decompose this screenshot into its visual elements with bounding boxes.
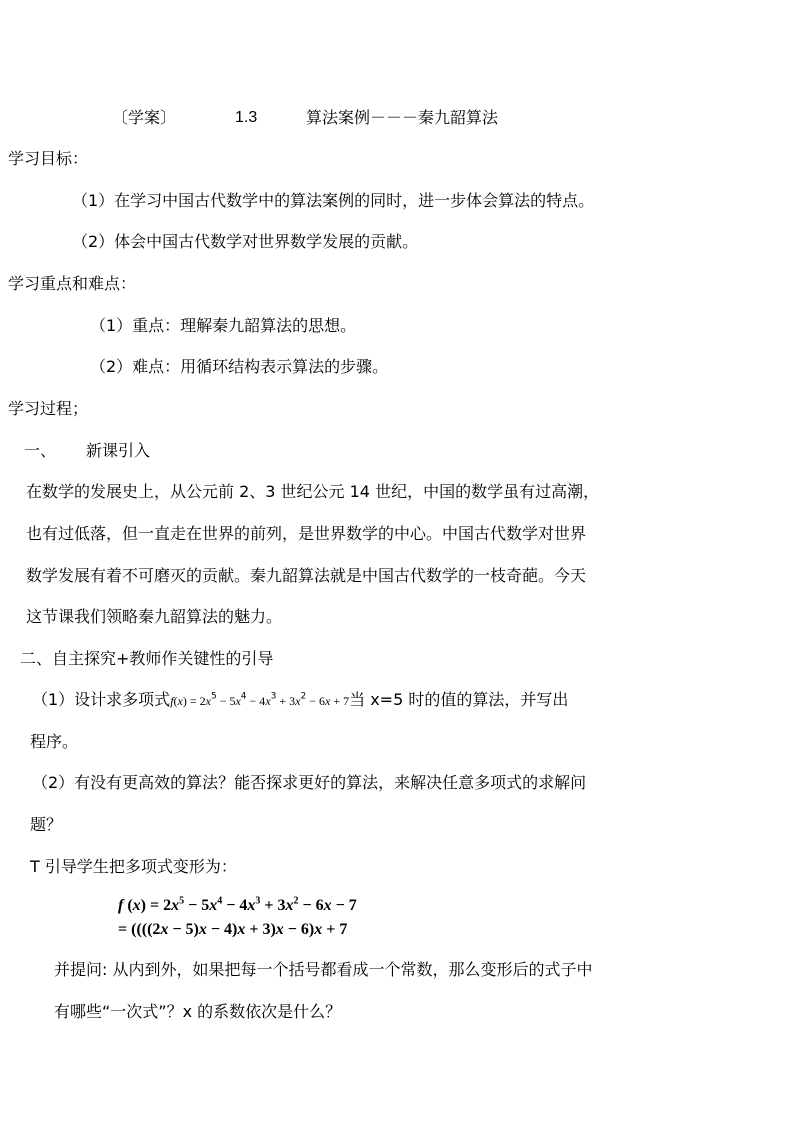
objectives-heading: 学习目标： — [8, 149, 89, 168]
keypoint-item-1: （1）重点：理解秦九韶算法的思想。 — [90, 316, 357, 335]
equation-line-2: = ((((2x − 5)x − 4)x + 3)x − 6)x + 7 — [118, 921, 348, 938]
ask-line-1: 并提问: 从内到外，如果把每一个括号都看成一个常数，那么变形后的式子中 — [54, 960, 593, 979]
ask-line-2: 有哪些“一次式”？x 的系数依次是什么？ — [54, 1002, 342, 1021]
equation-line-1: f $(x) = 2x^5 - 5x^4 - 4x^3 + 3x^2 - 6x - 7$ — [118, 895, 357, 914]
process-heading: 学习过程； — [8, 399, 89, 418]
keypoint-item-2: （2）难点：用循环结构表示算法的步骤。 — [90, 357, 389, 376]
polynomial-formula: f — [170, 694, 174, 708]
section2-title: 二、自主探究+教师作关键性的引导 — [20, 649, 274, 668]
intro-line-1: 在数学的发展史上，从公元前 2、3 世纪公元 14 世纪，中国的数学虽有过高潮， — [26, 482, 600, 501]
question-2-line-2: 题？ — [30, 815, 63, 834]
question-1-line: （1）设计求多项式$f(x) = 2x^5 - 5x^4 - 4x^3 + 3x^2 - 6x + 7$当 x=5 时的值的算法，并写出 — [32, 690, 569, 709]
intro-line-2: 也有过低落，但一直走在世界的前列，是世界数学的中心。中国古代数学对世界 — [26, 524, 587, 543]
question-1-prefix: （1）设计求多项式 — [32, 690, 171, 709]
question-1-cont: 程序。 — [30, 732, 79, 751]
objective-item-2: （2）体会中国古代数学对世界数学发展的贡献。 — [72, 232, 419, 251]
intro-line-4: 这节课我们领略秦九韶算法的魅力。 — [26, 607, 283, 626]
doc-tag: 〔学案〕 — [112, 108, 177, 127]
section-number: 1.3 — [235, 109, 258, 126]
section1-number: 一、 — [24, 441, 57, 460]
objective-item-1: （1）在学习中国古代数学中的算法案例的同时，进一步体会算法的特点。 — [72, 191, 595, 210]
question-2-line-1: （2）有没有更高效的算法？能否探求更好的算法，来解决任意多项式的求解问 — [32, 773, 587, 792]
intro-line-3: 数学发展有着不可磨灭的贡献。秦九韶算法就是中国古代数学的一枝奇葩。今天 — [26, 566, 587, 585]
keypoints-heading: 学习重点和难点： — [8, 274, 137, 293]
page-title: 算法案例－－－秦九韶算法 — [306, 108, 499, 127]
section1-title: 新课引入 — [86, 441, 151, 460]
guide-text: T 引导学生把多项式变形为： — [30, 857, 237, 876]
question-1-suffix: 当 x=5 时的值的算法，并写出 — [349, 690, 569, 709]
